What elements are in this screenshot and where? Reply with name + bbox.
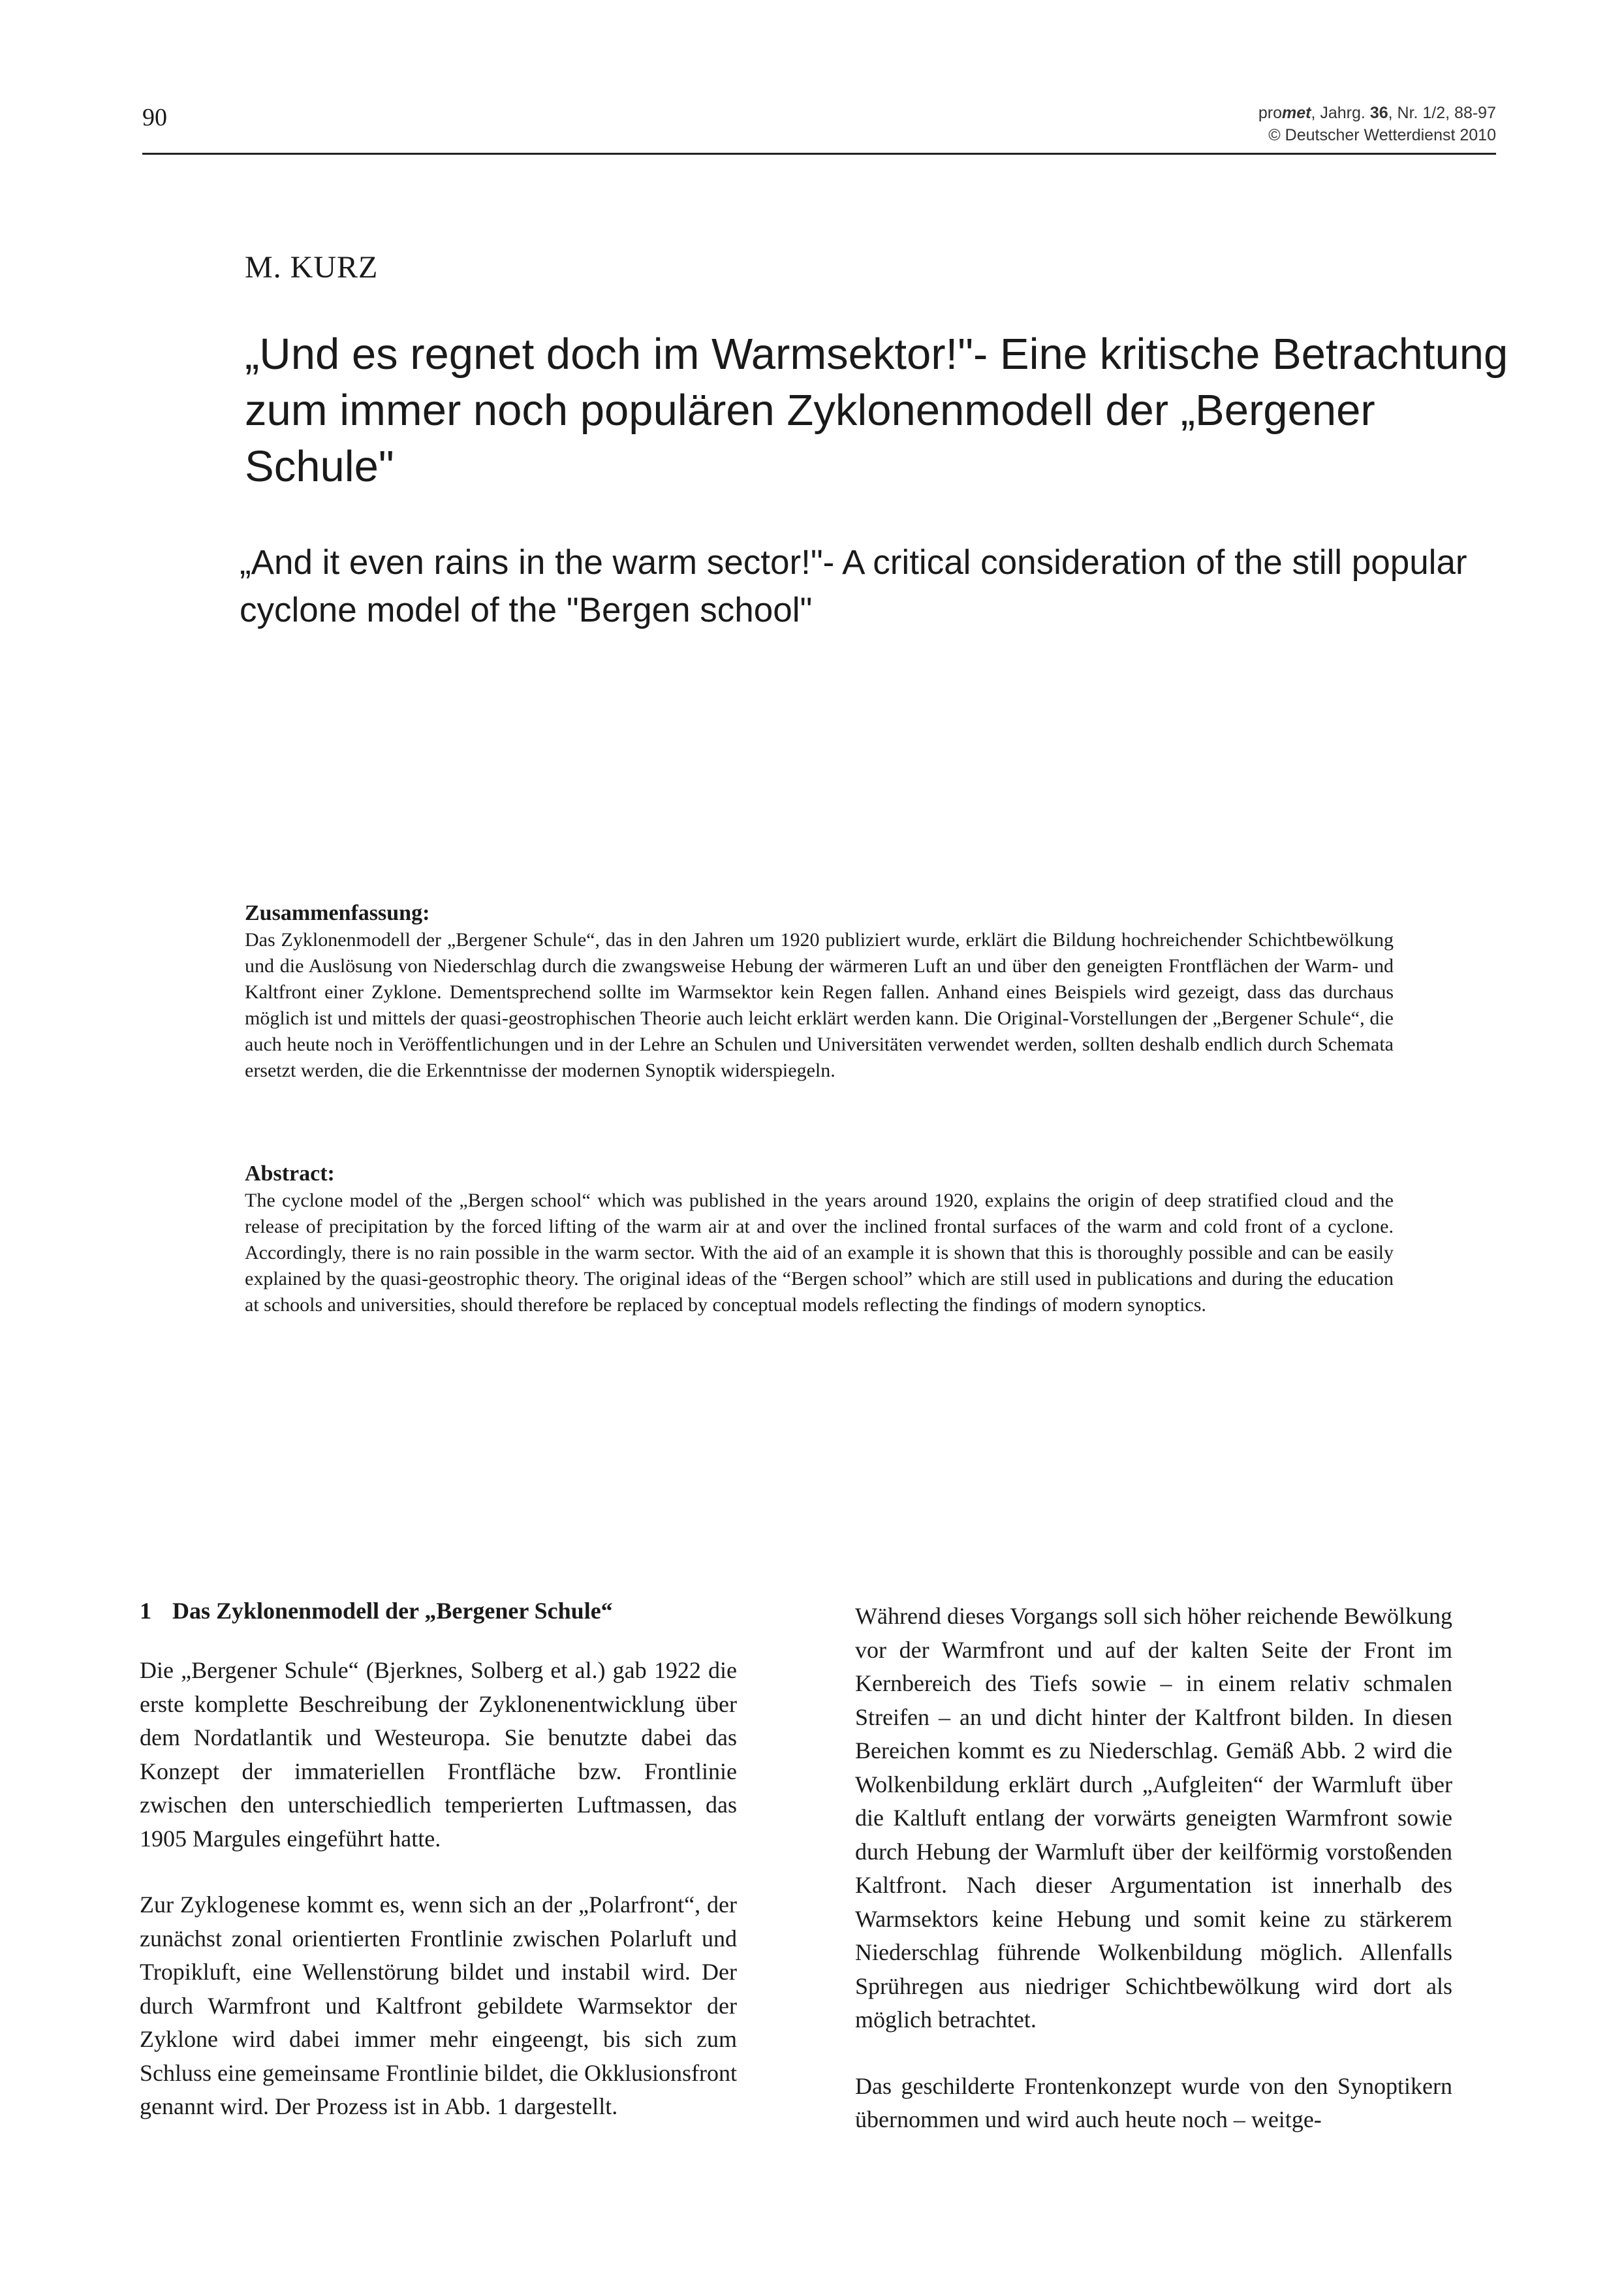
article-title-english: „And it even rains in the warm sector!"- A critical consideration of the still popular cyclone model of the "Bergen school" [240,543,1467,629]
author-name: M. KURZ [245,250,379,285]
body-column-left [140,1594,737,2157]
body-column-right [855,1600,1452,2170]
journal-name-emphasis: met [1282,104,1311,122]
section-number: 1 [140,1598,151,1624]
journal-citation-line [1258,102,1496,124]
article-title-german: „Und es regnet doch im Warmsektor!"- Eine kritische Betrachtung zum immer noch populären Zyklonenmodell der „Bergener Schule" [245,330,1508,491]
journal-citation [1258,102,1496,146]
header-divider [142,153,1496,155]
section-heading [140,1594,737,1628]
zusammenfassung-heading: Zusammenfassung: [245,901,430,925]
journal-issue-pages: , Nr. 1/2, 88-97 [1388,104,1496,122]
abstract-section [245,1160,1394,1318]
copyright-line: © Deutscher Wetterdienst 2010 [1268,126,1496,144]
paragraph: Die „Bergener Schule“ (Bjerknes, Solberg et al.) gab 1922 die erste komplette Beschreibung der Zyklonenentwicklung über dem Nordatlantik und Westeuropa. Sie benutzte dabei das Konzept der immateriellen Frontfläche bzw. Frontlinie zwischen den unterschiedlich temperierten Luftmassen, das 1905 Margules eingeführt hatte. [140,1657,737,1852]
journal-volume: 36 [1369,104,1388,122]
abstract-text: The cyclone model of the „Bergen school“ which was published in the years around 1920, explains the origin of deep stratified cloud and the release of precipitation by the forced lifting of the warm air at and over the inclined frontal surfaces of the warm and cold front of a cyclone. Accordingly, there is no rain possible in the warm sector. With the aid of an example it is shown that this is thoroughly possible and can be easily explained by the quasi-geostrophic theory. The original ideas of the “Bergen school” which are still used in publications and during the education at schools and universities, should therefore be replaced by conceptual models reflecting the findings of modern synoptics. [245,1190,1394,1316]
zusammenfassung-text: Das Zyklonenmodell der „Bergener Schule“, das in den Jahren um 1920 publiziert wurde, erklärt die Bildung hochreichender Schichtbewölkung und die Auslösung von Niederschlag durch die zwangsweise Hebung der wärmeren Luft an und über den geneigten Frontflächen der Warm- und Kaltfront einer Zyklone. Dementsprechend sollte im Warmsektor kein Regen fallen. Anhand eines Beispiels wird gezeigt, dass das durchaus möglich ist und mittels der quasi-geostrophischen Theorie auch leicht erklärt werden kann. Die Original-Vorstellungen der „Bergener Schule“, die auch heute noch in Veröffentlichungen und in der Lehre an Schulen und Universitäten verwendet werden, sollten deshalb endlich durch Schemata ersetzt werden, die die Erkenntnisse der modernen Synoptik widerspiegeln. [245,929,1394,1081]
page-number: 90 [142,104,167,131]
section-title: Das Zyklonenmodell der „Bergener Schule“ [172,1598,613,1624]
zusammenfassung-section [245,900,1394,1084]
paragraph: Während dieses Vorgangs soll sich höher reichende Bewölkung vor der Warmfront und auf der kalten Seite der Front im Kernbereich des Tiefs sowie – in einem relativ schmalen Streifen – an und dicht hinter der Kaltfront bilden. In diesen Bereichen kommt es zu Niederschlag. Gemäß Abb. 2 wird die Wolkenbildung erklärt durch „Aufgleiten“ der Warmluft über die Kaltluft entlang der vorwärts geneigten Warmfront sowie durch Hebung der Warmluft über der keilförmig vorstoßenden Kaltfront. Nach dieser Argumentation ist innerhalb des Warmsektors keine Hebung und somit keine zu stärkerem Niederschlag führende Wolkenbildung möglich. Allenfalls Sprühregen aus niedriger Schichtbewölkung wird dort als möglich betrachtet. [855,1603,1452,2033]
paragraph: Das geschilderte Frontenkonzept wurde von den Synoptikern übernommen und wird auch heute noch – weitge- [855,2072,1452,2132]
journal-year-label: , Jahrg. [1311,104,1370,122]
abstract-heading: Abstract: [245,1162,335,1186]
paragraph: Zur Zyklogenese kommt es, wenn sich an der „Polarfront“, der zunächst zonal orientierten Frontlinie zwischen Polarluft und Tropikluft, eine Wellenstörung bildet und instabil wird. Der durch Warmfront und Kaltfront gebildete Warmsektor der Zyklone wird dabei immer mehr eingeengt, bis sich zum Schluss eine gemeinsame Frontlinie bildet, die Okklusionsfront genannt wird. Der Prozess ist in Abb. 1 dargestellt. [140,1891,737,2119]
journal-name-prefix: pro [1258,104,1283,122]
